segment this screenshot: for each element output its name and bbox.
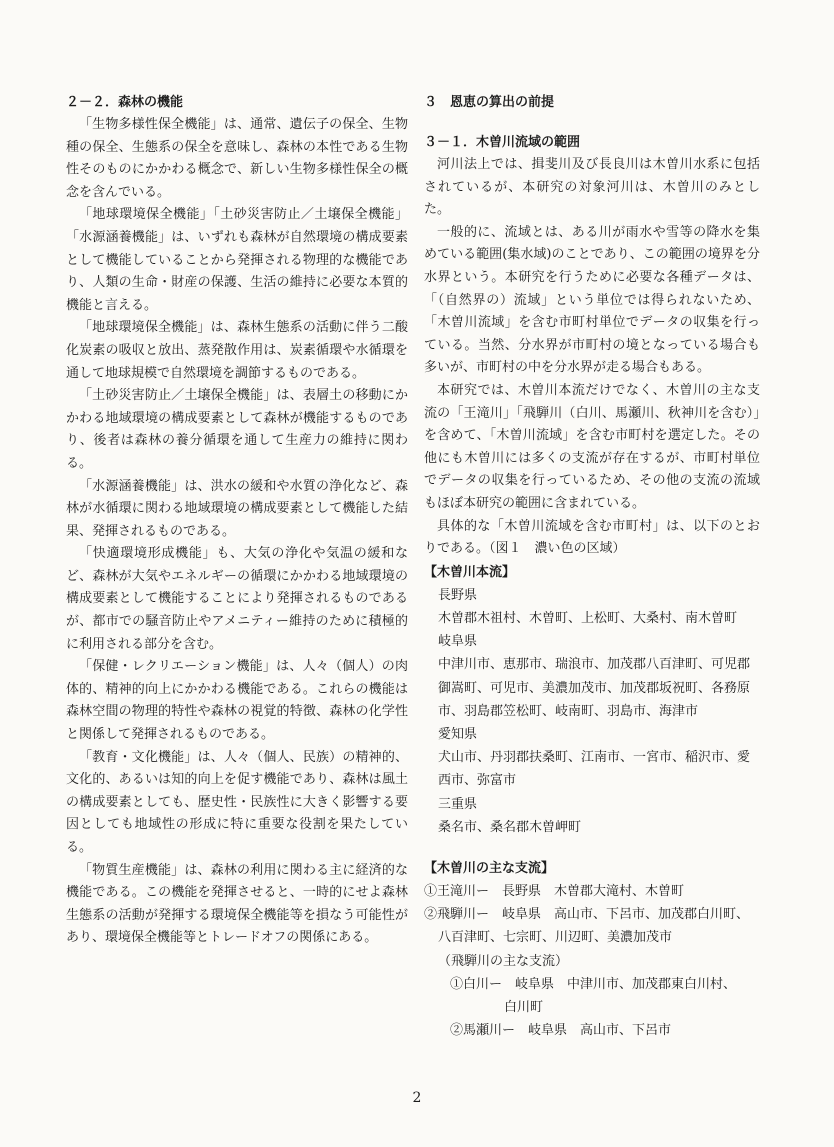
subsection-heading-basin-range: ３－１．木曽川流域の範囲 xyxy=(424,135,581,150)
tributary-hida-continued: 八百津町、七宗町、川辺町、美濃加茂市 xyxy=(438,930,673,946)
paragraph: 「教育・文化機能」は、人々（個人、民族）の精神的、文化的、あるいは知的向上を促す機能であり、森林は風土の構成要素としても、歴史性・民族性に大きく影響する要因としても地域性の形成に特に重要な役割を果たしている。 xyxy=(66,749,408,855)
paragraph: 「生物多様性保全機能」は、通常、遺伝子の保全、生物種の保全、生態系の保全を意味し、森林の本性である生物性そのものにかかわる概念で、新しい生物多様性保全の概念を含んでいる。 xyxy=(66,117,408,200)
paragraph: 一般的に、流域とは、ある川が雨水や雪等の降水を集めている範囲(集水域)のことであり、この範囲の境界を分水界という。本研究を行うために必要な各種データは、「（自然界の）流域」という単位では得られないため、「木曽川流域」を含む市町村単位でデータの収集を行っている。当然、分水界が市町村の境となっている場合も多いが、市町村の中を分水界が走る場合もある。 xyxy=(424,224,760,376)
paragraph: 「物質生産機能」は、森林の利用に関わる主に経済的な機能である。この機能を発揮させると、一時的にせよ森林生態系の活動が発揮する環境保全機能等を損なう可能性があり、環境保全機能等とトレードオフの関係にある。 xyxy=(66,862,408,946)
paragraph: 「地球環境保全機能」は、森林生態系の活動に伴う二酸化炭素の吸収と放出、蒸発散作用は、炭素循環や水循環を通して地球規模で自然環境を調節するものである。 xyxy=(66,320,408,381)
paragraph: 「土砂災害防止／土壌保全機能」は、表層土の移動にかかわる地域環境の構成要素として森林が機能するものであり、後者は森林の養分循環を通して生産力の維持に関わる。 xyxy=(66,388,408,471)
mainstream-heading: 【木曽川本流】 xyxy=(424,564,516,580)
paragraph: 「地球環境保全機能」「土砂災害防止／土壌保全機能」「水源涵養機能」は、いずれも森林が自然環境の構成要素として機能していることから発揮される物理的な機能であり、人類の生命・財産の保護、生活の維持に必要な本質的機能と言える。 xyxy=(66,207,408,313)
hida-tributaries-heading: （飛騨川の主な支流） xyxy=(438,953,569,969)
municipality-list: 桑名市、桑名郡木曽岬町 xyxy=(438,819,582,835)
tributary-ontake: ①王滝川ー 長野県 木曽郡大滝村、木曽町 xyxy=(424,883,685,899)
paragraph: 具体的な「木曽川流域を含む市町村」は、以下のとおりである。（図１ 濃い色の区域） xyxy=(424,518,760,557)
sub-tributary-shirakawa-continued: 白川町 xyxy=(504,999,544,1015)
municipality-list: 木曽郡木祖村、木曽町、上松町、大桑村、南木曽町 xyxy=(438,610,738,626)
paragraph: 「水源涵養機能」は、洪水の緩和や水質の浄化など、森林が水循環に関わる地域環境の構成要素として機能した結果、発揮されるものである。 xyxy=(66,478,408,539)
paragraph: 「保健・レクリエーション機能」は、人々（個人）の肉体的、精神的向上にかかわる機能である。これらの機能は森林空間の物理的特性や森林の視覚的特徴、森林の化学性と関係して発揮されるものである。 xyxy=(66,659,408,743)
section-heading-premises: ３ 恩恵の算出の前提 xyxy=(424,95,555,110)
sub-tributary-maze: ②馬瀬川ー 岐阜県 高山市、下呂市 xyxy=(450,1023,672,1039)
paragraph: 河川法上では、揖斐川及び長良川は木曽川水系に包括されているが、本研究の対象河川は、木曽川のみとした。 xyxy=(424,157,760,218)
prefecture-name: 三重県 xyxy=(438,796,478,812)
page-number: 2 xyxy=(412,1090,422,1106)
section-heading-forest-functions: ２－２．森林の機能 xyxy=(66,95,184,110)
paragraph: 本研究では、木曽川本流だけでなく、木曽川の主な支流の「王滝川」「飛騨川（白川、馬瀬川、秋神川を含む）」を含めて、「木曽川流域」を含む市町村を選定した。その他にも木曽川には多くの支流が存在するが、市町村単位でデータの収集を行っているため、その他の支流の流域もほぼ本研究の範囲に含まれている。 xyxy=(424,382,760,511)
prefecture-name: 愛知県 xyxy=(438,726,478,742)
paragraph: 「快適環境形成機能」も、大気の浄化や気温の緩和など、森林が大気やエネルギーの循環にかかわる地域環境の構成要素として機能することにより発揮されるものであるが、都市での騒音防止やアメニティー維持のために積極的に利用される部分を含む。 xyxy=(66,546,408,652)
right-column xyxy=(424,92,760,1042)
municipality-list: 中津川市、恵那市、瑞浪市、加茂郡八百津町、可児郡御嵩町、可児市、美濃加茂市、加茂郡坂祝町、各務原市、羽島郡笠松町、岐南町、羽島市、海津市 xyxy=(438,657,751,719)
sub-tributary-shirakawa: ①白川ー 岐阜県 中津川市、加茂郡東白川村、 xyxy=(450,976,737,992)
prefecture-name: 岐阜県 xyxy=(438,634,478,650)
spacer xyxy=(424,839,760,857)
municipality-list: 犬山市、丹羽郡扶桑町、江南市、一宮市、稲沢市、愛西市、弥富市 xyxy=(438,750,751,789)
tributary-hida: ②飛騨川ー 岐阜県 高山市、下呂市、加茂郡白川町、 xyxy=(424,907,750,923)
prefecture-name: 長野県 xyxy=(438,587,478,603)
left-column xyxy=(66,92,408,950)
tributaries-heading: 【木曽川の主な支流】 xyxy=(424,860,555,876)
spacer xyxy=(424,114,760,132)
